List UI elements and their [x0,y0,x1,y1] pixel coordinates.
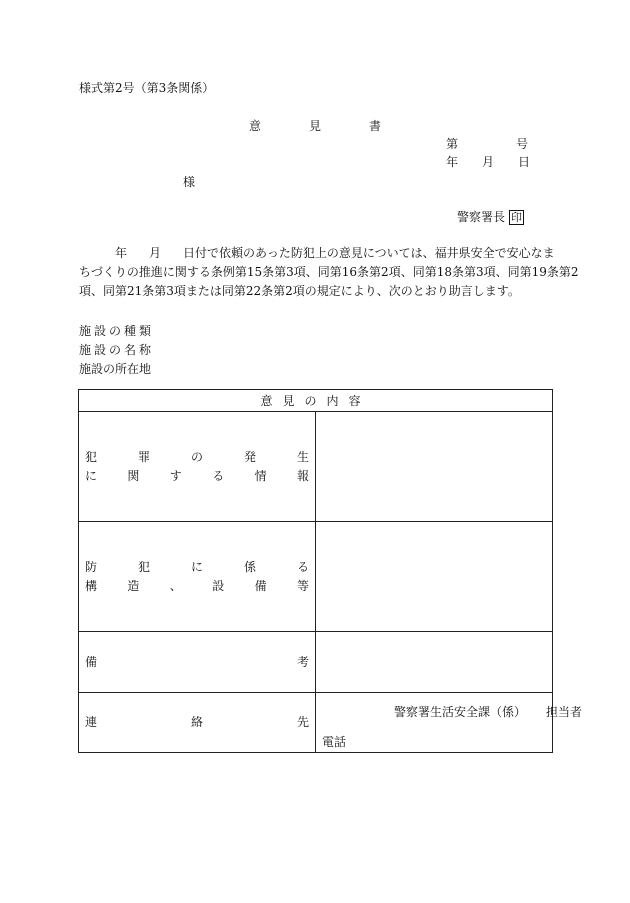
date-month: 月 [482,155,495,169]
body-paragraph [79,244,579,301]
body-month: 月 [149,246,162,260]
crime-info-content[interactable] [316,412,553,522]
facility-name-label: 施設の名称 [79,343,155,357]
remarks-content[interactable] [316,632,553,693]
form-number-label: 様式第2号（第3条関係） [79,81,215,95]
body-line-3: 項、同第21条第3項または同第22条第2項の規定により、次のとおり助言します。 [79,284,520,298]
table-row [79,632,553,693]
date-year: 年 [446,155,459,169]
table-row [79,693,553,753]
contact-person: 担当者 [546,705,583,719]
number-prefix: 第 [446,137,459,151]
contact-dept-line [394,703,582,720]
crime-info-label: 犯罪の発生 に関する情報 [79,412,316,522]
table-row [79,412,553,522]
number-suffix: 号 [516,137,529,151]
document-title: 意 見 書 [248,119,399,133]
contact-phone: 電話 [322,735,347,749]
date-line [446,156,554,168]
facility-type-label: 施設の種類 [79,324,155,338]
remarks-label: 備考 [79,632,316,693]
contact-label: 連絡先 [79,693,316,753]
body-line-2: ちづくりの推進に関する条例第15条第3項、同第16条第2項、同第18条第3項、同第19条第2 [79,265,579,279]
table-row [79,522,553,632]
addressee-suffix: 様 [183,175,196,189]
body-year: 年 [115,246,128,260]
structure-label: 防犯に係る 構造、設備等 [79,522,316,632]
contact-content [316,693,583,753]
seal-mark: 印 [511,211,523,224]
issuer-title: 警察署長 [457,210,506,224]
document-number-line [446,138,528,150]
facility-info [79,322,154,379]
table-header: 意見の内容 [79,390,553,412]
contact-dept: 警察署生活安全課（係） [394,705,527,719]
issuer [457,210,524,225]
structure-content[interactable] [316,522,553,632]
body-line-1: 年 月 日付で依頼のあった防犯上の意見については、福井県安全で安心なま [115,246,555,260]
date-day: 日 [518,155,531,169]
opinion-table [78,389,583,753]
facility-location-label: 施設の所在地 [79,362,152,376]
